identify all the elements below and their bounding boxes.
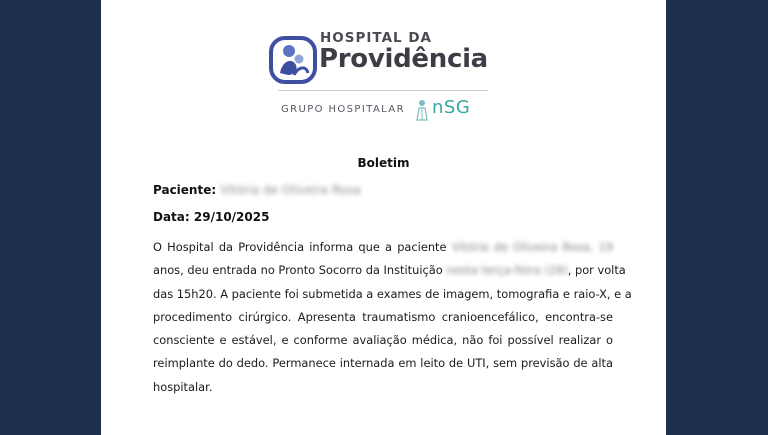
date-label: Data: bbox=[153, 210, 190, 224]
body-line: anos, deu entrada no Pronto Socorro da Instituição nesta terça-feira (28), por volta bbox=[153, 263, 626, 278]
body-line: hospitalar. bbox=[153, 379, 213, 394]
logo-divider bbox=[278, 90, 488, 91]
date-field bbox=[153, 210, 269, 224]
hospital-logo-icon bbox=[268, 35, 318, 85]
brand-top-text: HOSPITAL DA bbox=[320, 30, 432, 46]
group-label: GRUPO HOSPITALAR bbox=[281, 104, 405, 115]
patient-field bbox=[153, 183, 361, 197]
redacted-text: nesta terça-feira (28) bbox=[446, 263, 568, 278]
body-line: O Hospital da Providência informa que a paciente Vitória de Oliveira Rosa, 19 bbox=[153, 240, 613, 254]
redacted-text: Vitória de Oliveira Rosa, 19 bbox=[451, 240, 613, 254]
nsg-logo-text: nSG bbox=[432, 97, 471, 118]
patient-name-redacted: Vitória de Oliveira Rosa bbox=[220, 183, 361, 197]
brand-main-text: Providência bbox=[319, 44, 488, 74]
document-page bbox=[101, 0, 666, 435]
date-value: 29/10/2025 bbox=[193, 210, 270, 224]
bulletin-body bbox=[153, 236, 632, 399]
patient-label: Paciente: bbox=[153, 183, 217, 197]
body-line: das 15h20. A paciente foi submetida a exames de imagem, tomografia e raio-X, e a bbox=[153, 286, 632, 301]
body-line: procedimento cirúrgico. Apresenta traumatismo cranioencefálico, encontra-se bbox=[153, 309, 613, 324]
body-line: reimplante do dedo. Permanece internada em leito de UTI, sem previsão de alta bbox=[153, 356, 613, 371]
document-title: Boletim bbox=[357, 156, 410, 170]
nsg-person-icon bbox=[415, 99, 429, 121]
body-line: consciente e estável, e conforme avaliação médica, não foi possível realizar o bbox=[153, 333, 613, 348]
